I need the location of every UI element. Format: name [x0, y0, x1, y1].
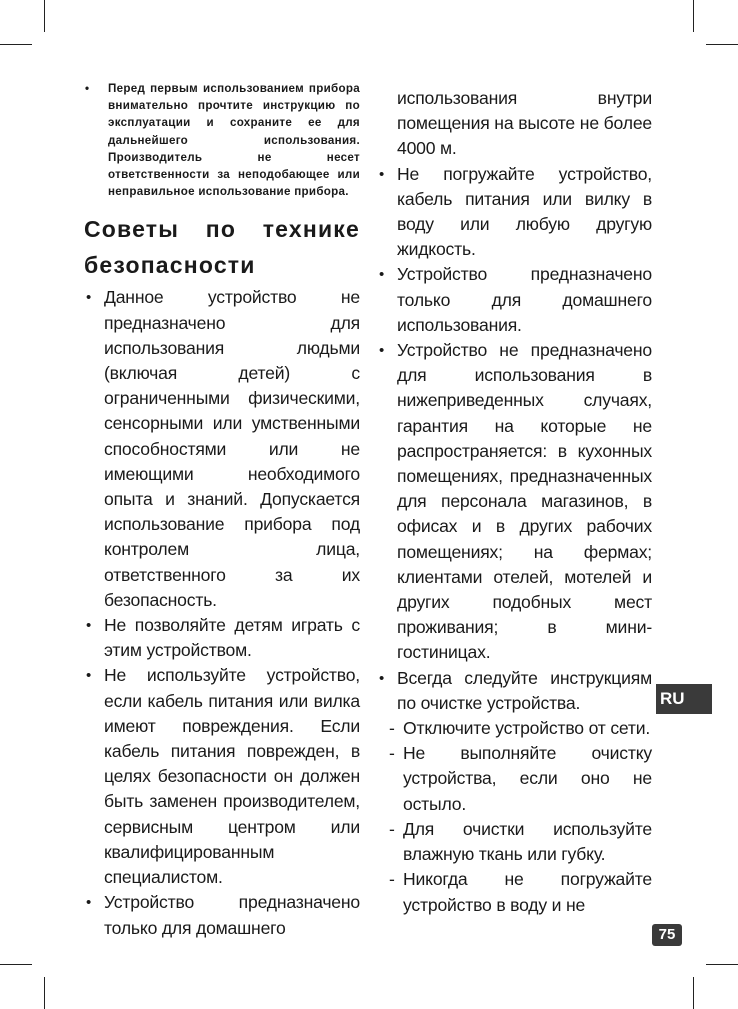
crop-mark [0, 964, 32, 965]
bullet-icon: • [85, 82, 90, 95]
crop-mark [0, 44, 32, 45]
crop-mark [693, 0, 694, 32]
right-column [377, 86, 652, 918]
intro-note [84, 80, 360, 200]
crop-mark [706, 964, 738, 965]
bullet-icon: • [379, 165, 385, 183]
list-item: • Всегда следуйте инструкциям по очистке устройства. [379, 667, 652, 713]
page-number: 75 [652, 924, 682, 946]
bullet-icon: • [86, 617, 92, 635]
list-item: • Устройство предназначено только для домашнего [86, 892, 360, 938]
list-item: • Не позволяйте детям играть с этим устройством. [86, 615, 360, 661]
list-item: • Данное устройство не предназначено для использования людьми (включая детей) с ограниченными физическими, сенсорными или умственными способностями или не имеющими необходимого опыта и знаний. Допускается использование прибора под контролем лица, ответственного за их безопасность. [86, 287, 360, 610]
sub-item: - Для очистки используйте влажную ткань или губку. [389, 818, 652, 865]
dash-icon: - [389, 743, 395, 764]
left-column [84, 80, 360, 941]
crop-mark [693, 977, 694, 1009]
bullet-icon: • [379, 669, 385, 687]
sub-item: - Отключите устройство от сети. [377, 716, 652, 741]
cleaning-steps [377, 716, 652, 918]
list-item: • Не погружайте устройство, кабель питания или вилку в воду или любую другую жидкость. [379, 163, 652, 260]
list-item: • Не используйте устройство, если кабель питания или вилка имеют повреждения. Если кабель питания поврежден, в целях безопасности он должен быть заменен производителем, сервисным центром или квалифицированным специалистом. [86, 665, 360, 888]
bullet-icon: • [86, 667, 92, 685]
dash-icon: - [389, 869, 395, 890]
list-item-continuation: использования внутри помещения на высоте не более 4000 м. [397, 88, 652, 159]
crop-mark [44, 0, 45, 32]
safety-list-right [377, 86, 652, 716]
section-title: Советы по технике безопасности [84, 216, 360, 279]
bullet-icon: • [86, 289, 92, 307]
bullet-icon: • [379, 342, 385, 360]
safety-list-left [84, 285, 360, 940]
language-tab: RU [656, 684, 712, 714]
bullet-icon: • [379, 266, 385, 284]
dash-icon: - [389, 718, 395, 739]
sub-item: - Не выполняйте очистку устройства, если оно не остыло. [389, 743, 652, 814]
bullet-icon: • [86, 894, 92, 912]
intro-note-text: Перед первым использованием прибора внимательно прочтите инструкцию по эксплуатации и сохраните ее для дальнейшего использования. Производитель не несет ответственности за неподобающее или неправильное использование прибора. [108, 82, 360, 199]
list-item: • Устройство не предназначено для использования в нижеприведенных случаях, гарантия на которые не распространяется: в кухонных помещениях, предназначенных для персонала магазинов, в офисах и в других рабочих помещениях; на фермах; клиентами отелей, мотелей и других подобных мест проживания; в мини-гостиницах. [379, 340, 652, 663]
sub-item: - Никогда не погружайте устройство в воду и не [389, 869, 652, 915]
list-item: • Устройство предназначено только для домашнего использования. [379, 264, 652, 335]
crop-mark [706, 44, 738, 45]
crop-mark [44, 977, 45, 1009]
dash-icon: - [389, 818, 395, 839]
